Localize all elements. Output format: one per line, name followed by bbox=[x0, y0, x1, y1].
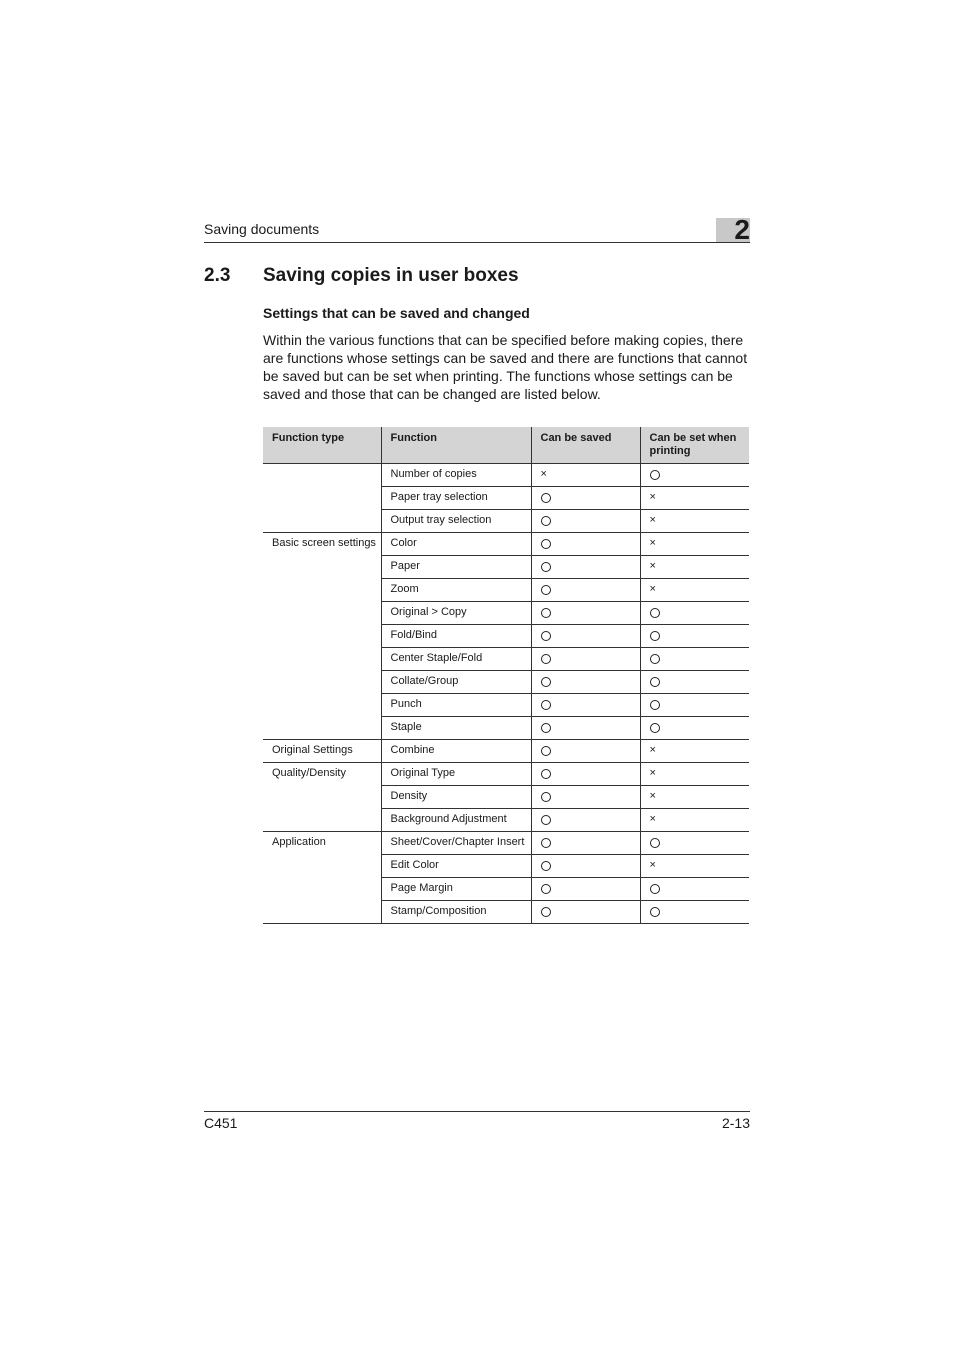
circle-mark-icon bbox=[541, 631, 551, 641]
footer-divider bbox=[204, 1111, 750, 1112]
cell-function: Center Staple/Fold bbox=[381, 648, 531, 671]
table-row bbox=[263, 786, 749, 809]
cell-can-be-set-when-printing bbox=[640, 763, 749, 786]
cell-can-be-saved bbox=[531, 487, 640, 510]
cell-function: Color bbox=[381, 533, 531, 556]
cell-function-type: Quality/Density bbox=[272, 767, 346, 779]
cell-can-be-set-when-printing bbox=[640, 648, 749, 671]
cell-function: Staple bbox=[381, 717, 531, 740]
cell-can-be-set-when-printing bbox=[640, 625, 749, 648]
cell-function: Paper tray selection bbox=[381, 487, 531, 510]
cell-can-be-set-when-printing bbox=[640, 579, 749, 602]
circle-mark-icon bbox=[541, 562, 551, 572]
cross-mark-icon: × bbox=[649, 859, 656, 871]
cell-function: Combine bbox=[381, 740, 531, 763]
cell-can-be-set-when-printing bbox=[640, 878, 749, 901]
cell-function-type: Original Settings bbox=[263, 740, 381, 763]
cell-function-type bbox=[263, 878, 381, 901]
settings-table bbox=[263, 427, 749, 924]
table-row bbox=[263, 901, 749, 924]
cell-can-be-set-when-printing bbox=[640, 533, 749, 556]
footer-model: C451 bbox=[204, 1115, 238, 1131]
subheading: Settings that can be saved and changed bbox=[263, 305, 530, 321]
table-row bbox=[263, 740, 749, 763]
section-number: 2.3 bbox=[204, 265, 231, 286]
cross-mark-icon: × bbox=[649, 560, 656, 572]
cell-can-be-saved bbox=[531, 832, 640, 855]
cell-function-type bbox=[263, 855, 381, 878]
table-header-row bbox=[263, 427, 749, 464]
cell-can-be-saved bbox=[531, 763, 640, 786]
body-paragraph: Within the various functions that can be specified before making copies, there are functions whose settings can be saved and there are functions that cannot be saved but can be set when printing. The functions whose settings can be saved and those that can be changed are listed below. bbox=[263, 332, 748, 402]
circle-mark-icon bbox=[541, 723, 551, 733]
table-row bbox=[263, 809, 749, 832]
table-row bbox=[263, 625, 749, 648]
circle-mark-icon bbox=[541, 769, 551, 779]
cell-function-type bbox=[263, 901, 381, 924]
cross-mark-icon: × bbox=[649, 514, 656, 526]
cell-can-be-set-when-printing bbox=[640, 901, 749, 924]
circle-mark-icon bbox=[650, 723, 660, 733]
cell-can-be-saved bbox=[531, 625, 640, 648]
table-row bbox=[263, 602, 749, 625]
header-function: Function bbox=[381, 427, 531, 464]
cell-function: Density bbox=[381, 786, 531, 809]
table-row bbox=[263, 533, 749, 556]
circle-mark-icon bbox=[541, 884, 551, 894]
cell-can-be-set-when-printing bbox=[640, 487, 749, 510]
cell-can-be-saved bbox=[531, 740, 640, 763]
circle-mark-icon bbox=[541, 815, 551, 825]
table-body bbox=[263, 464, 749, 924]
cell-function: Zoom bbox=[381, 579, 531, 602]
cell-function-type bbox=[263, 625, 381, 648]
circle-mark-icon bbox=[541, 677, 551, 687]
circle-mark-icon bbox=[541, 792, 551, 802]
cell-function: Number of copies bbox=[381, 464, 531, 487]
cell-function: Original > Copy bbox=[381, 602, 531, 625]
cell-can-be-set-when-printing bbox=[640, 556, 749, 579]
cell-function: Page Margin bbox=[381, 878, 531, 901]
cell-can-be-saved bbox=[531, 878, 640, 901]
cell-can-be-set-when-printing bbox=[640, 809, 749, 832]
cell-can-be-saved bbox=[531, 464, 640, 487]
table-row bbox=[263, 763, 749, 786]
circle-mark-icon bbox=[541, 608, 551, 618]
circle-mark-icon bbox=[650, 631, 660, 641]
cell-function-type bbox=[263, 579, 381, 602]
cell-function-type: Basic screen settings bbox=[272, 537, 376, 549]
table-row bbox=[263, 671, 749, 694]
circle-mark-icon bbox=[541, 861, 551, 871]
cell-function-type bbox=[263, 671, 381, 694]
table-row bbox=[263, 855, 749, 878]
cell-can-be-set-when-printing bbox=[640, 510, 749, 533]
cross-mark-icon: × bbox=[540, 468, 547, 480]
cell-function-type bbox=[263, 464, 381, 487]
table-row bbox=[263, 464, 749, 487]
cell-can-be-saved bbox=[531, 556, 640, 579]
circle-mark-icon bbox=[541, 746, 551, 756]
header-can-be-set-when-printing: Can be set when printing bbox=[640, 427, 749, 464]
cell-function-type bbox=[263, 556, 381, 579]
cross-mark-icon: × bbox=[649, 537, 656, 549]
cell-can-be-set-when-printing bbox=[640, 717, 749, 740]
cross-mark-icon: × bbox=[649, 813, 656, 825]
running-title: Saving documents bbox=[204, 221, 320, 237]
cell-function-type: Application bbox=[272, 836, 326, 848]
cell-can-be-set-when-printing bbox=[640, 832, 749, 855]
cell-function: Fold/Bind bbox=[381, 625, 531, 648]
circle-mark-icon bbox=[650, 470, 660, 480]
circle-mark-icon bbox=[541, 585, 551, 595]
circle-mark-icon bbox=[650, 907, 660, 917]
cell-can-be-saved bbox=[531, 855, 640, 878]
cell-function-type bbox=[263, 487, 381, 510]
chapter-number: 2 bbox=[734, 214, 750, 245]
section-title: Saving copies in user boxes bbox=[263, 265, 519, 286]
circle-mark-icon bbox=[541, 516, 551, 526]
table-row bbox=[263, 878, 749, 901]
circle-mark-icon bbox=[650, 677, 660, 687]
circle-mark-icon bbox=[650, 608, 660, 618]
circle-mark-icon bbox=[541, 907, 551, 917]
circle-mark-icon bbox=[541, 838, 551, 848]
circle-mark-icon bbox=[650, 838, 660, 848]
cross-mark-icon: × bbox=[649, 767, 656, 779]
cell-can-be-set-when-printing bbox=[640, 855, 749, 878]
cell-can-be-saved bbox=[531, 602, 640, 625]
header-function-type: Function type bbox=[263, 427, 381, 464]
cell-function-type bbox=[263, 510, 381, 533]
cell-can-be-saved bbox=[531, 809, 640, 832]
cell-can-be-saved bbox=[531, 901, 640, 924]
circle-mark-icon bbox=[541, 700, 551, 710]
cell-function-type bbox=[263, 694, 381, 717]
cell-can-be-set-when-printing bbox=[640, 786, 749, 809]
cell-can-be-set-when-printing bbox=[640, 740, 749, 763]
cell-can-be-saved bbox=[531, 694, 640, 717]
cell-can-be-saved bbox=[531, 579, 640, 602]
circle-mark-icon bbox=[541, 539, 551, 549]
cell-function: Background Adjustment bbox=[381, 809, 531, 832]
table-row bbox=[263, 694, 749, 717]
cell-can-be-saved bbox=[531, 648, 640, 671]
cell-function: Output tray selection bbox=[381, 510, 531, 533]
table-row bbox=[263, 579, 749, 602]
cell-function: Original Type bbox=[381, 763, 531, 786]
cell-function: Paper bbox=[381, 556, 531, 579]
cell-function: Stamp/Composition bbox=[381, 901, 531, 924]
circle-mark-icon bbox=[650, 884, 660, 894]
cell-function-type bbox=[263, 602, 381, 625]
cell-function-type bbox=[263, 648, 381, 671]
header-can-be-saved: Can be saved bbox=[531, 427, 640, 464]
cross-mark-icon: × bbox=[649, 583, 656, 595]
cell-function: Collate/Group bbox=[381, 671, 531, 694]
cell-can-be-set-when-printing bbox=[640, 602, 749, 625]
cell-can-be-saved bbox=[531, 786, 640, 809]
cross-mark-icon: × bbox=[649, 744, 656, 756]
table-row bbox=[263, 487, 749, 510]
cell-can-be-set-when-printing bbox=[640, 694, 749, 717]
cell-function-type bbox=[263, 717, 381, 740]
table-row bbox=[263, 717, 749, 740]
circle-mark-icon bbox=[541, 654, 551, 664]
table-row bbox=[263, 648, 749, 671]
cell-can-be-saved bbox=[531, 510, 640, 533]
circle-mark-icon bbox=[650, 700, 660, 710]
cell-function: Sheet/Cover/Chapter Insert bbox=[381, 832, 531, 855]
cell-can-be-saved bbox=[531, 717, 640, 740]
cell-function: Edit Color bbox=[381, 855, 531, 878]
cell-function-type bbox=[263, 786, 381, 809]
cross-mark-icon: × bbox=[649, 491, 656, 503]
cross-mark-icon: × bbox=[649, 790, 656, 802]
running-header bbox=[204, 214, 750, 245]
circle-mark-icon bbox=[541, 493, 551, 503]
footer-page-number: 2-13 bbox=[721, 1115, 750, 1131]
cell-function-type bbox=[263, 809, 381, 832]
cell-can-be-set-when-printing bbox=[640, 671, 749, 694]
table-row bbox=[263, 556, 749, 579]
cell-function: Punch bbox=[381, 694, 531, 717]
cell-can-be-set-when-printing bbox=[640, 464, 749, 487]
cell-can-be-saved bbox=[531, 533, 640, 556]
cell-can-be-saved bbox=[531, 671, 640, 694]
circle-mark-icon bbox=[650, 654, 660, 664]
table-row bbox=[263, 832, 749, 855]
table-row bbox=[263, 510, 749, 533]
